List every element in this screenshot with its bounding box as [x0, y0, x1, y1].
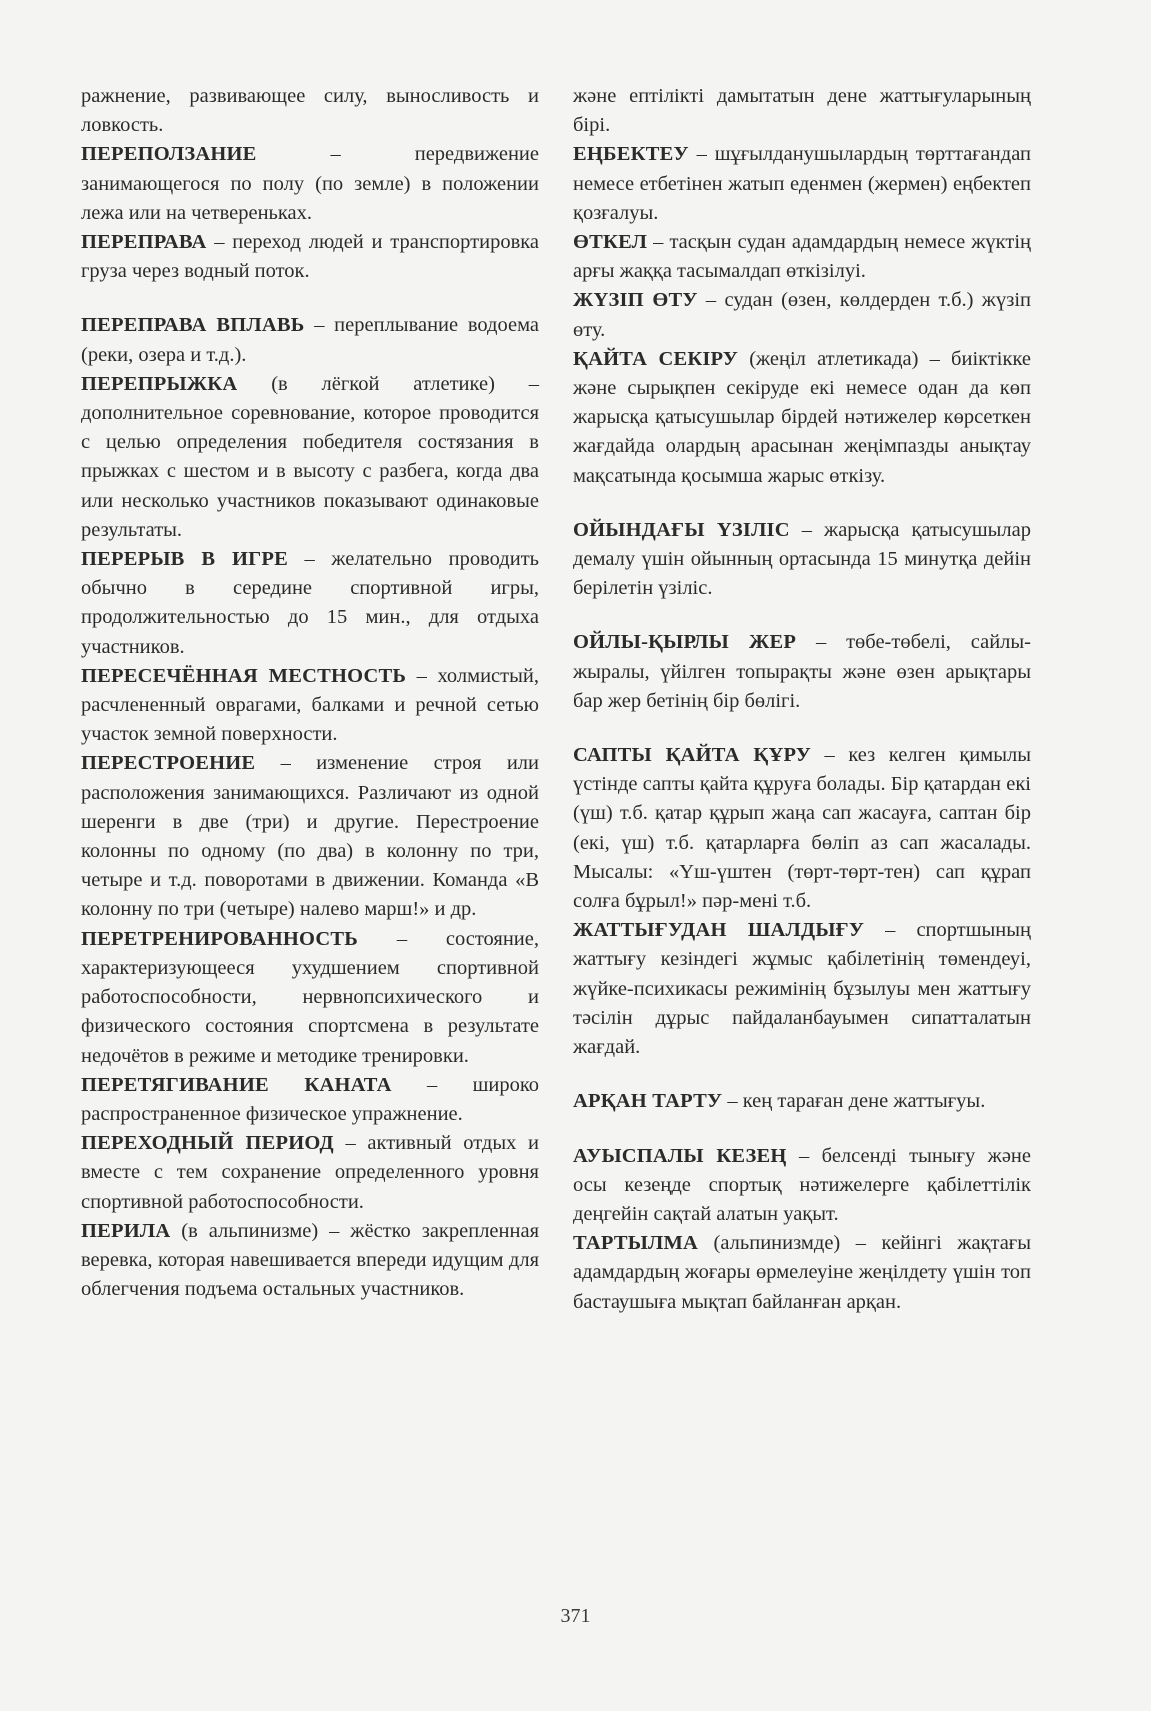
russian-entry	[81, 228, 539, 286]
entry-definition: – переход людей и транспортировка груза через водный поток.	[81, 231, 539, 283]
entry-definition: – изменение строя или расположения занимающихся. Различают из одной шеренги в две (три) и другие. Перестроение колонны по одному (по два) в колонну по три, четыре и т.д. поворотами в движении. Команда «В колонну по три (четыре) налево марш!» и др.	[81, 752, 539, 921]
left-column-russian	[81, 82, 539, 1304]
entry-term: АУЫСПАЛЫ КЕЗЕҢ	[573, 1144, 787, 1167]
entry-term: ПЕРИЛА	[81, 1219, 171, 1242]
kazakh-entry	[573, 916, 1031, 1062]
russian-entry	[81, 749, 539, 924]
entry-definition: (альпинизмде) – кейінгі жақтағы адамдардың жоғары өрмелеуіне жеңілдету үшін топ бастаушыға мықтап байланған арқан.	[573, 1232, 1031, 1313]
kazakh-entry	[573, 82, 1031, 140]
entry-term: ҚАЙТА СЕКІРУ	[573, 347, 739, 370]
kazakh-entry	[573, 140, 1031, 228]
entry-term: ЕҢБЕКТЕУ	[573, 143, 689, 166]
entry-definition: – активный отдых и вместе с тем сохранение определенного уровня спортивной работоспособности.	[81, 1132, 539, 1213]
kazakh-entry	[573, 1229, 1031, 1317]
entry-definition: – желательно проводить обычно в середине спортивной игры, продолжительностью до 15 мин., для отдыха участников.	[81, 548, 539, 658]
entry-term: ТАРТЫЛМА	[573, 1232, 699, 1255]
entry-definition: және ептілікті дамытатын дене жаттығуларының бірі.	[573, 85, 1031, 137]
kazakh-entry	[573, 228, 1031, 286]
entry-term: ПЕРЕПРАВА ВПЛАВЬ	[81, 314, 305, 337]
russian-entry	[81, 925, 539, 1071]
entry-term: ЖАТТЫҒУДАН ШАЛДЫҒУ	[573, 919, 865, 942]
page-number: 371	[560, 1605, 591, 1627]
entry-definition: – жарысқа қатысушылар демалу үшін ойынның ортасында 15 минутқа дейін берілетін үзіліс.	[573, 518, 1031, 600]
russian-entry	[81, 370, 539, 545]
entry-term: ПЕРЕТЯГИВАНИЕ КАНАТА	[81, 1073, 392, 1096]
entry-term: ПЕРЕПРЫЖКА	[81, 372, 238, 395]
entry-term: ПЕРЕПРАВА	[81, 231, 207, 254]
entry-term: ПЕРЕСТРОЕНИЕ	[81, 752, 256, 775]
entry-term: ПЕРЕСЕЧЁННАЯ МЕСТНОСТЬ	[81, 664, 407, 687]
entry-term: ӨТКЕЛ	[573, 231, 648, 254]
russian-entry	[81, 82, 539, 140]
kazakh-entry	[573, 741, 1031, 916]
entry-definition: (в альпинизме) – жёстко закрепленная веревка, которая навешивается впереди идущим для облегчения подъема остальных участников.	[81, 1219, 539, 1301]
entry-definition: – тасқын судан адамдардың немесе жүктің арғы жаққа тасымалдап өткізілуі.	[573, 231, 1031, 283]
entry-definition: – төбе-төбелі, сайлы-жыралы, үйілген топырақты және өзен арықтары бар жер бетінің бір бөлігі.	[573, 631, 1031, 712]
entry-term: ПЕРЕПОЛЗАНИЕ	[81, 143, 257, 166]
russian-entry	[81, 1071, 539, 1129]
entry-definition: – широко распространенное физическое упражнение.	[81, 1073, 539, 1125]
entry-term: САПТЫ ҚАЙТА ҚҰРУ	[573, 744, 811, 767]
kazakh-entry	[573, 628, 1031, 716]
entry-term: ОЙЫНДАҒЫ ҮЗІЛІС	[573, 518, 790, 541]
entry-term: ПЕРЕРЫВ В ИГРЕ	[81, 548, 288, 571]
entry-definition: (в лёгкой атлетике) – дополнительное соревнование, которое проводится с целью определения победителя состязания в прыжках с шестом и в высоту с разбега, когда два или несколько участников показывают одинаковые результаты.	[81, 372, 539, 541]
right-column-kazakh	[573, 82, 1031, 1317]
entry-definition: – переплывание водоема (реки, озера и т.д.).	[81, 314, 539, 366]
entry-definition: – спортшының жаттығу кезіндегі жұмыс қабілетінің төмендеуі, жүйке-психикасы режимінің бұзылуы мен жаттығу тәсілін дұрыс пайдаланбауымен сипатталатын жағдай.	[573, 919, 1031, 1059]
entry-definition: – состояние, характеризующееся ухудшением спортивной работоспособности, нервнопсихического и физического состояния спортсмена в результате недочётов в режиме и методике тренировки.	[81, 927, 539, 1067]
kazakh-entry	[573, 516, 1031, 604]
kazakh-entry	[573, 345, 1031, 491]
russian-entry	[81, 545, 539, 662]
entry-definition: – судан (өзен, көлдерден т.б.) жүзіп өту.	[573, 289, 1031, 341]
russian-entry	[81, 1217, 539, 1305]
entry-definition: – белсенді тынығу және осы кезеңде спортық нәтижелерге қабілеттілік деңгейін сақтай алатын уақыт.	[573, 1144, 1032, 1225]
kazakh-entry	[573, 286, 1031, 344]
entry-term: АРҚАН ТАРТУ	[573, 1090, 723, 1113]
entry-definition: (жеңіл атлетикада) – биіктікке және сырықпен секіруде екі немесе одан да көп жарысқа қатысушылар бірдей нәтижелер көрсеткен жағдайда олардың арасынан жеңімпазды анықтау мақсатында қосымша жарыс өткізу.	[573, 347, 1031, 487]
entry-term: ЖҮЗІП ӨТУ	[573, 289, 698, 312]
entry-definition: – холмистый, расчлененный оврагами, балками и речной сетью участок земной поверхности.	[81, 664, 539, 746]
entry-definition: – кең тараған дене жаттығуы.	[722, 1090, 986, 1113]
entry-term: ПЕРЕХОДНЫЙ ПЕРИОД	[81, 1132, 334, 1155]
entry-definition: – передвижение занимающегося по полу (по земле) в положении лежа или на четвереньках.	[81, 143, 539, 224]
kazakh-entry	[573, 1087, 1031, 1116]
russian-entry	[81, 140, 539, 228]
kazakh-entry	[573, 1142, 1031, 1230]
entry-term: ПЕРЕТРЕНИРОВАННОСТЬ	[81, 927, 359, 950]
entry-definition: ражнение, развивающее силу, выносливость и ловкость.	[81, 85, 539, 137]
entry-definition: – шұғылданушылардың төрттағандап немесе етбетінен жатып еденмен (жермен) еңбектеп қозғалуы.	[573, 143, 1031, 224]
russian-entry	[81, 662, 539, 750]
russian-entry	[81, 1129, 539, 1217]
entry-term: ОЙЛЫ-ҚЫРЛЫ ЖЕР	[573, 631, 797, 654]
russian-entry	[81, 311, 539, 369]
entry-definition: – кез келген қимылы үстінде сапты қайта құруға болады. Бір қатардан екі (үш) т.б. қатар құрып жаңа сап жасауға, саптан бір (екі, үш) т.б. қатарларға бөліп аз сап жасалады. Мысалы: «Үш-үштен (төрт-төрт-тен) сап құрап солға бұрыл!» пәр-мені т.б.	[573, 744, 1032, 913]
